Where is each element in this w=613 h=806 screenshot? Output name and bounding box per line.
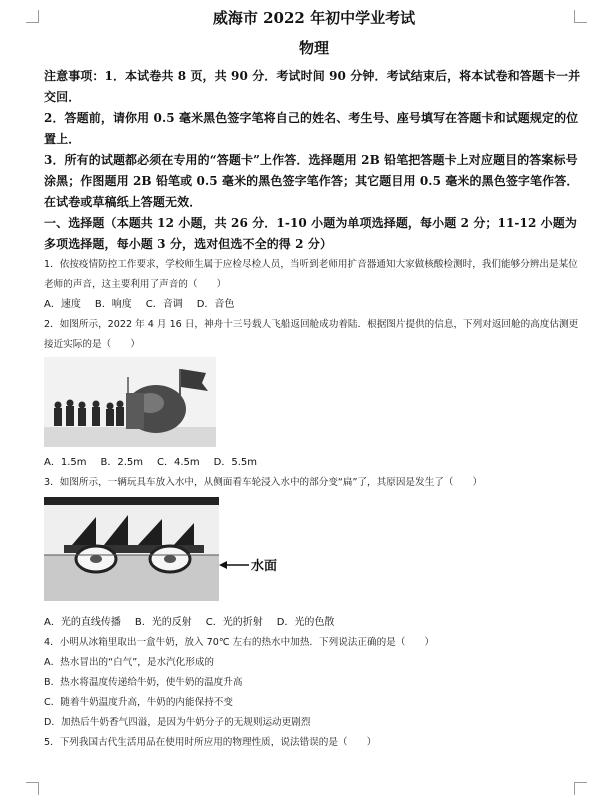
note-3: 3．所有的试题都必须在专用的“答题卡”上作答．选择题用 2B 铅笔把答题卡上对应题目的答案标号涂黑；作图题用 2B 铅笔或 0.5 毫米的黑色签字笔作答；其它题目用 0.5 毫米的黑色签字笔作答．在试卷或草稿纸上答题无效． <box>44 153 579 209</box>
question-3-options <box>44 613 584 633</box>
question-5-stem: 5．下列我国古代生活用品在使用时所应用的物理性质，说法错误的是（ ） <box>44 737 377 748</box>
section-1-heading: 一、选择题（本题共 12 小题，共 26 分．1-10 小题为单项选择题，每小题 2 分；11-12 小题为多项选择题，每小题 3 分，选对但选不全的得 2 分） <box>44 216 577 251</box>
crop-mark-top-left <box>26 10 39 23</box>
water-surface-text: 水面 <box>251 559 278 574</box>
capsule-photo-image <box>44 357 216 447</box>
crop-mark-bottom-right <box>574 782 587 795</box>
q1-option-d: D．音色 <box>196 299 235 310</box>
q3-option-d: D．光的色散 <box>276 617 335 628</box>
toy-car-photo-image <box>44 497 219 601</box>
question-1-options <box>44 295 584 315</box>
note-2: 2．答题前，请你用 0.5 毫米黑色签字笔将自己的姓名、考生号、座号填写在答题卡和试题规定的位置上． <box>44 111 579 146</box>
q4-option-d: D．加热后牛奶香气四溢，是因为牛奶分子的无规则运动更剧烈 <box>44 717 311 728</box>
q3-option-c: C．光的折射 <box>205 617 263 628</box>
q3-option-b: B．光的反射 <box>134 617 192 628</box>
question-4-stem: 4．小明从冰箱里取出一盒牛奶，放入 70℃ 左右的热水中加热．下列说法正确的是（ ） <box>44 637 435 648</box>
q1-option-b: B．响度 <box>94 299 132 310</box>
q4-option-a: A．热水冒出的“白气”，是水汽化形成的 <box>44 657 215 668</box>
q2-option-c: C．4.5m <box>157 457 200 468</box>
question-1-stem: 1．依按疫情防控工作要求，学校师生属于应检尽检人员，当听到老师用扩音器通知大家做核酸检测时，我们能够分辨出是某位老师的声音，这主要利用了声音的（ ） <box>44 259 578 290</box>
figure-toy-car-photo <box>44 497 219 601</box>
left-arrow-icon <box>219 560 249 570</box>
q1-option-a: A．速度 <box>44 299 81 310</box>
exam-title: 威海市 2022 年初中学业考试 <box>212 9 416 27</box>
figure-capsule-photo <box>44 357 216 447</box>
question-2-options <box>44 453 584 473</box>
q2-option-b: B．2.5m <box>100 457 144 468</box>
q4-option-c: C．随着牛奶温度升高，牛奶的内能保持不变 <box>44 697 233 708</box>
q2-option-a: A．1.5m <box>44 457 87 468</box>
subject-title: 物理 <box>298 39 329 57</box>
question-3-stem: 3．如图所示，一辆玩具车放入水中，从侧面看车轮浸入水中的部分变“扁”了，其原因是发生了（ ） <box>44 477 483 488</box>
crop-mark-bottom-left <box>26 782 39 795</box>
q2-option-d: D．5.5m <box>213 457 258 468</box>
q1-option-c: C．音调 <box>145 299 183 310</box>
q4-option-b: B．热水将温度传递给牛奶，使牛奶的温度升高 <box>44 677 243 688</box>
note-1: 注意事项：1．本试卷共 8 页，共 90 分．考试时间 90 分钟．考试结束后，将本试卷和答题卡一并交回． <box>44 69 581 104</box>
q3-option-a: A．光的直线传播 <box>44 617 121 628</box>
exam-page <box>44 6 584 753</box>
figure-toy-car-wrapper <box>44 497 584 607</box>
water-surface-label <box>219 555 277 574</box>
question-2-stem: 2．如图所示，2022 年 4 月 16 日，神舟十三号载人飞船返回舱成功着陆．根据图片提供的信息，下列对返回舱的高度估测更接近实际的是（ ） <box>44 319 579 350</box>
